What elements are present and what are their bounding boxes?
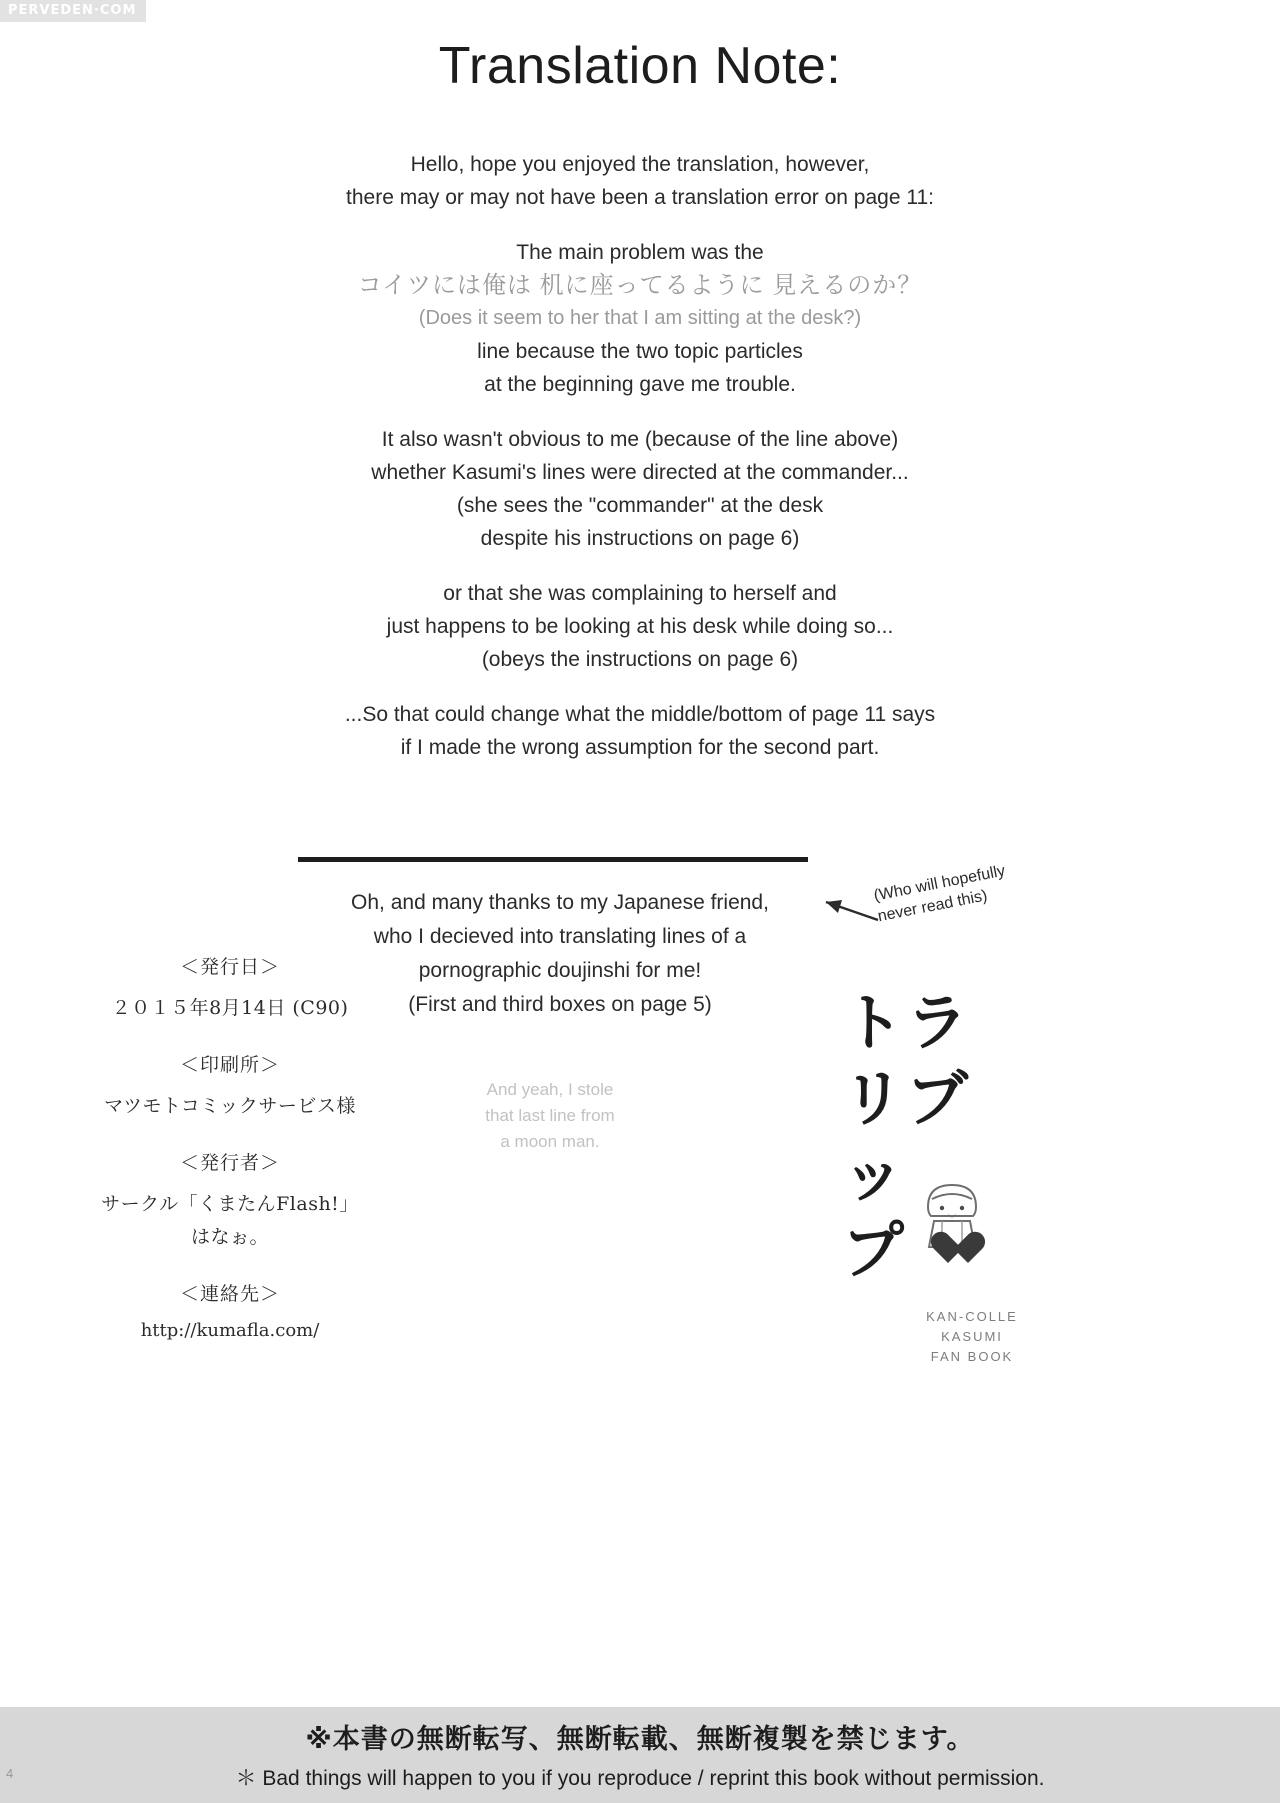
site-watermark: PERVEDEN·COM — [0, 0, 146, 22]
note-line: despite his instructions on page 6) — [480, 527, 800, 550]
note-line: Hello, hope you enjoyed the translation, however, — [410, 153, 870, 176]
note-line: The main problem was the — [516, 241, 764, 264]
colophon-publish-date-value: ２０１５年8月14日 (C90) — [111, 997, 349, 1019]
note-line: (she sees the "commander" at the desk — [456, 494, 824, 517]
thanks-line: Oh, and many thanks to my Japanese friend, — [351, 891, 769, 914]
colophon-contact-label: ＜連絡先＞ — [179, 1283, 280, 1305]
logo-subtitle — [912, 1307, 1032, 1367]
heart-icon — [938, 1233, 978, 1269]
note-japanese-line: コイツには俺は 机に座ってるように 見えるのか？ — [357, 272, 923, 299]
section-divider — [298, 857, 808, 862]
logo-kana-line: トラ — [842, 986, 971, 1059]
logo-subtitle-line: KASUMI — [941, 1329, 1003, 1344]
colophon-printer-label: ＜印刷所＞ — [179, 1054, 280, 1076]
note-line: whether Kasumi's lines were directed at the commander... — [371, 461, 909, 484]
logo-kana-line: リブ — [842, 1062, 971, 1135]
book-logo — [830, 985, 1030, 1375]
note-japanese-translation: (Does it seem to her that I am sitting at the desk?) — [418, 307, 862, 329]
footer-english-notice: ＊ Bad things will happen to you if you reproduce / reprint this book without permission. — [235, 1767, 1045, 1790]
spacer — [0, 555, 1280, 577]
colophon — [80, 952, 380, 1341]
spacer — [0, 401, 1280, 423]
annotation-group — [812, 862, 1042, 970]
logo-kana-line: ッ — [842, 1138, 907, 1211]
aside-line: that last line from — [485, 1106, 615, 1125]
moon-man-aside — [450, 1077, 650, 1155]
logo-subtitle-line: KAN-COLLE — [926, 1309, 1018, 1324]
note-line: if I made the wrong assumption for the second part. — [400, 736, 880, 759]
colophon-publisher-name: はなぉ。 — [190, 1226, 269, 1248]
colophon-publisher-label: ＜発行者＞ — [179, 1152, 280, 1174]
thanks-line: (First and third boxes on page 5) — [408, 993, 712, 1016]
aside-line: a moon man. — [500, 1132, 600, 1151]
copyright-footer — [0, 1707, 1280, 1803]
aside-line: And yeah, I stole — [486, 1080, 614, 1099]
spacer — [0, 676, 1280, 698]
page-title: Translation Note: — [438, 37, 842, 95]
colophon-printer-value: マツモトコミックサービス様 — [104, 1095, 356, 1117]
translation-note-body — [0, 148, 1280, 764]
thanks-line: pornographic doujinshi for me! — [418, 959, 702, 982]
note-line: at the beginning gave me trouble. — [484, 373, 796, 396]
note-line: It also wasn't obvious to me (because of the line above) — [381, 428, 899, 451]
note-line: ...So that could change what the middle/bottom of page 11 says — [344, 703, 936, 726]
colophon-publish-date-label: ＜発行日＞ — [179, 956, 280, 978]
note-line: (obeys the instructions on page 6) — [481, 648, 799, 671]
footer-japanese-notice: ※本書の無断転写、無断転載、無断複製を禁じます。 — [305, 1724, 975, 1755]
note-line: line because the two topic particles — [477, 340, 803, 363]
page-number: 4 — [6, 1766, 14, 1781]
logo-subtitle-line: FAN BOOK — [930, 1349, 1014, 1364]
spacer — [0, 214, 1280, 236]
colophon-contact-url[interactable]: http://kumafla.com/ — [140, 1320, 320, 1341]
logo-kana-line: プ — [842, 1214, 907, 1287]
note-line: or that she was complaining to herself and — [443, 582, 837, 605]
thanks-line: who I decieved into translating lines of a — [373, 925, 747, 948]
colophon-publisher-circle: サークル「くまたんFlash!」 — [101, 1193, 359, 1215]
annotation-text: (Who will hopefully never read this) — [872, 862, 1007, 926]
note-line: there may or may not have been a translation error on page 11: — [346, 186, 934, 209]
note-line: just happens to be looking at his desk while doing so... — [386, 615, 894, 638]
